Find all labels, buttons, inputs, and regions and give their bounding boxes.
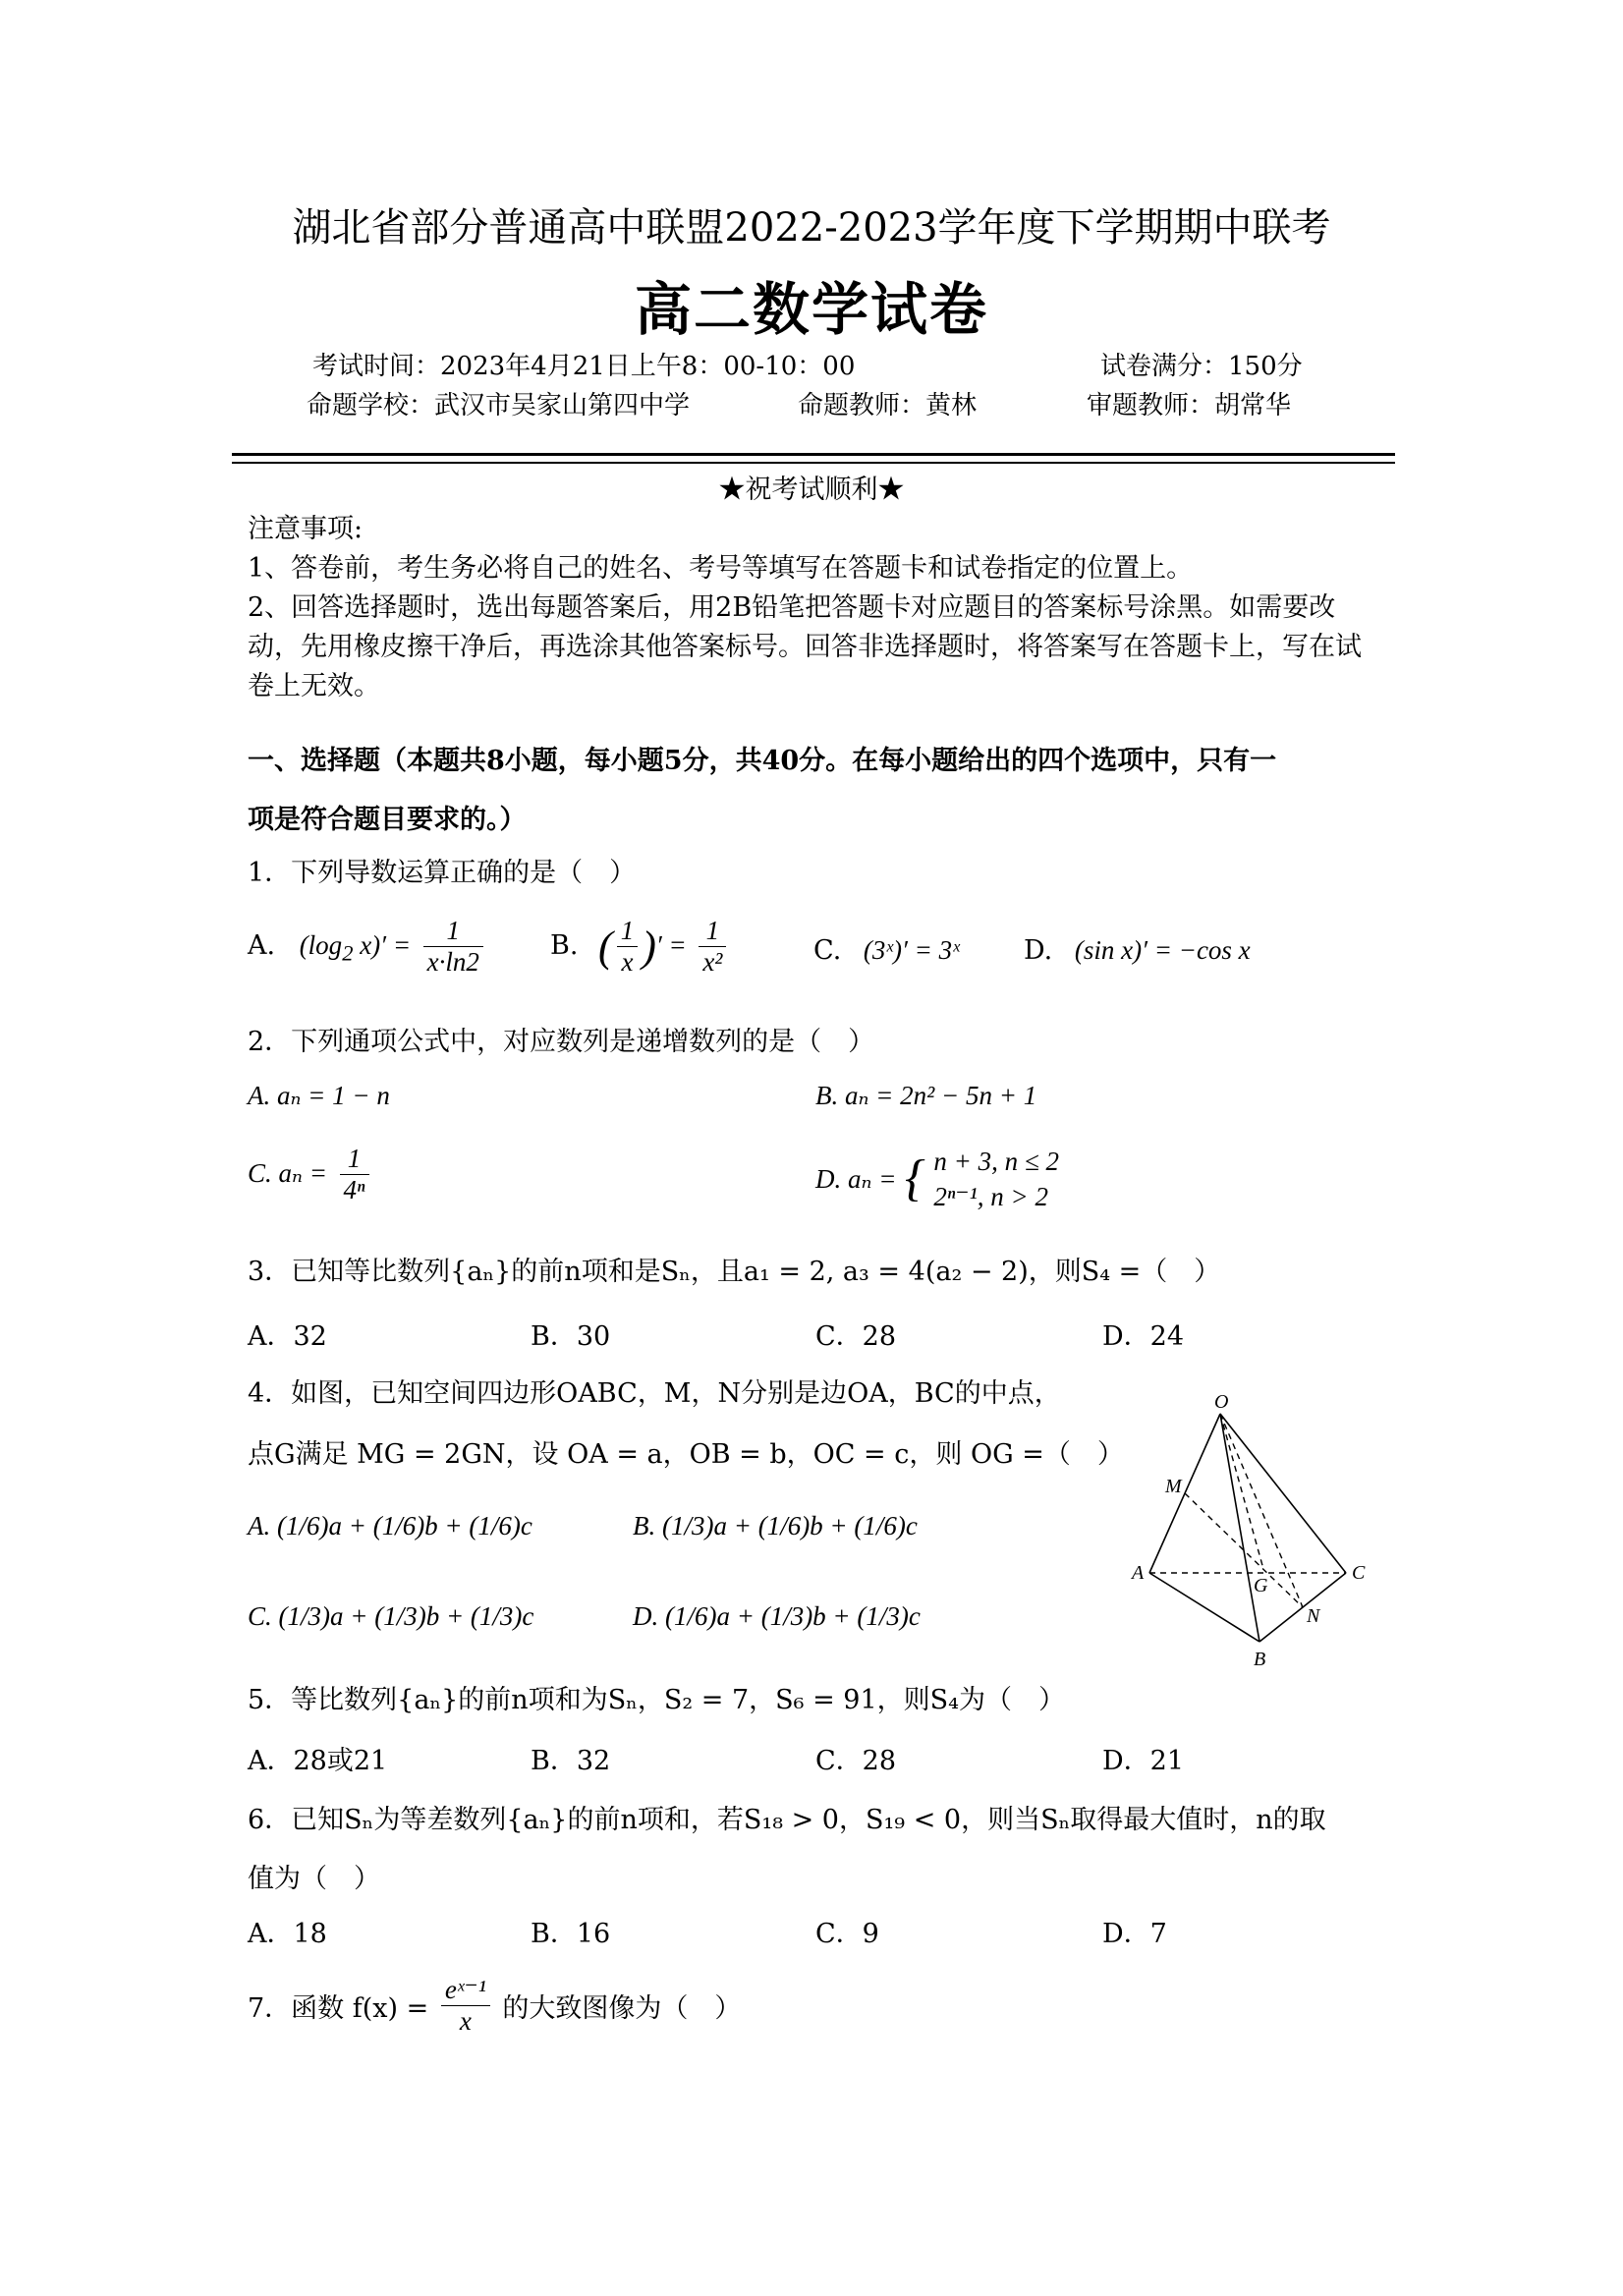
setting-school: 命题学校：武汉市吴家山第四中学 [307, 391, 691, 420]
question-4-stem-line-2: 点G满足 MG = 2GN，设 OA = a，OB = b，OC = c，则 OG =（ ） [248, 1439, 1124, 1470]
review-teacher: 审题教师：胡常华 [1087, 391, 1292, 420]
question-6-option-a: A．18 [248, 1919, 327, 1949]
question-5-option-a: A．28或21 [248, 1746, 388, 1776]
setting-teacher: 命题教师：黄林 [798, 391, 978, 420]
label-o: O [1214, 1391, 1229, 1413]
question-5-stem: 5．等比数列{aₙ}的前n项和为Sₙ，S₂ = 7，S₆ = 91，则S₄为（ ） [248, 1685, 1065, 1715]
option-label: A. [248, 930, 276, 962]
label-g: G [1254, 1575, 1268, 1596]
notes-item-1: 1、答卷前，考生务必将自己的姓名、考号等填写在答题卡和试卷指定的位置上。 [248, 553, 1194, 584]
label-a: A [1132, 1562, 1145, 1584]
question-4-stem-line-1: 4．如图，已知空间四边形OABC，M，N分别是边OA，BC的中点， [248, 1378, 1061, 1409]
question-4-option-c: C. (1/3)a + (1/3)b + (1/3)c [248, 1601, 534, 1631]
question-5-option-b: B．32 [531, 1746, 611, 1776]
question-3-option-c: C．28 [815, 1321, 897, 1352]
header-rule-thin [232, 462, 1395, 464]
question-7-stem: 7．函数 f(x) = $\frac{\text{eˣ⁻¹}}{x}$ 的大致图像为（ ） [248, 1975, 742, 2037]
question-6-stem-line-1: 6．已知Sₙ为等差数列{aₙ}的前n项和，若S₁₈ > 0，S₁₉ < 0，则当Sₙ取得最大值时，n的取 [248, 1805, 1326, 1835]
header-rule-thick [232, 453, 1395, 456]
question-1-stem: 1．下列导数运算正确的是（ ） [248, 858, 637, 888]
edge-oc [1220, 1414, 1346, 1573]
edge-ab [1149, 1573, 1259, 1642]
segment-og [1220, 1414, 1263, 1569]
label-b: B [1254, 1649, 1266, 1670]
notes-heading: 注意事项: [248, 514, 364, 544]
full-score: 试卷满分：150分 [1100, 352, 1303, 381]
question-6-option-c: C．9 [815, 1919, 879, 1949]
question-3-stem: 3．已知等比数列{aₙ}的前n项和是Sₙ，且a₁ = 2, a₃ = 4(a₂ − 2)，则S₄ =（ ） [248, 1257, 1221, 1287]
exam-subject-title: 高二数学试卷 [634, 276, 988, 343]
exam-header-title: 湖北省部分普通高中联盟2022-2023学年度下学期期中联考 [292, 205, 1331, 251]
question-1-option-a: A. ($\log_2$ x)′ = $\frac{1}{x\cdot\ln 2}$ [248, 916, 487, 978]
notes-item-2-line-3: 卷上无效。 [248, 671, 380, 701]
question-6-option-b: B．16 [531, 1919, 611, 1949]
exam-time: 考试时间：2023年4月21日上午8：00-10：00 [312, 352, 856, 381]
edge-ob [1220, 1414, 1259, 1642]
question-2-option-a: A. aₙ = 1 − n [248, 1081, 390, 1110]
question-5-option-c: C．28 [815, 1746, 897, 1776]
question-6-stem-line-2: 值为（ ） [248, 1864, 380, 1894]
notes-item-2-line-2: 动，先用橡皮擦干净后，再选涂其他答案标号。回答非选择题时，将答案写在答题卡上，写在试 [248, 632, 1362, 662]
label-n: N [1307, 1605, 1320, 1627]
label-c: C [1352, 1562, 1366, 1584]
question-1-option-c: C. (3ˣ)′ = 3ˣ [813, 935, 960, 966]
question-3-option-b: B．30 [531, 1321, 611, 1352]
question-2-option-d: D. aₙ = { n + 3, n ≤ 2 2ⁿ⁻¹, n > 2 [815, 1147, 1059, 1212]
section-1-heading: 一、选择题（本题共8小题，每小题5分，共40分。在每小题给出的四个选项中，只有一 [248, 746, 1277, 776]
question-4-option-d: D. (1/6)a + (1/3)b + (1/3)c [633, 1601, 921, 1631]
question-2-stem: 2．下列通项公式中，对应数列是递增数列的是（ ） [248, 1027, 875, 1057]
label-m: M [1165, 1476, 1182, 1497]
question-5-option-d: D．21 [1102, 1746, 1185, 1776]
question-4-option-b: B. (1/3)a + (1/6)b + (1/6)c [633, 1511, 918, 1540]
question-3-option-a: A．32 [248, 1321, 327, 1352]
question-6-option-d: D．7 [1102, 1919, 1167, 1949]
question-3-option-d: D．24 [1102, 1321, 1185, 1352]
question-2-option-c: C. aₙ = $\frac{1}{\text{4ⁿ}}$ [248, 1144, 373, 1205]
section-1-heading-cont: 项是符合题目要求的。） [248, 805, 527, 835]
notes-item-2-line-1: 2、回答选择题时，选出每题答案后，用2B铅笔把答题卡对应题目的答案标号涂黑。如需要改 [248, 592, 1336, 623]
question-1-option-d: D. (sin x)′ = −cos x [1024, 935, 1251, 966]
question-4-option-a: A. (1/6)a + (1/6)b + (1/6)c [248, 1511, 532, 1540]
question-2-option-b: B. aₙ = 2n² − 5n + 1 [815, 1081, 1037, 1110]
blessing-text: ★祝考试顺利★ [718, 475, 905, 505]
tetrahedron-figure [1120, 1390, 1395, 1675]
question-1-option-b: B. ( $\frac{1}{x}$ )′ = $\frac{1}{\text{x²}}$ [550, 916, 730, 978]
